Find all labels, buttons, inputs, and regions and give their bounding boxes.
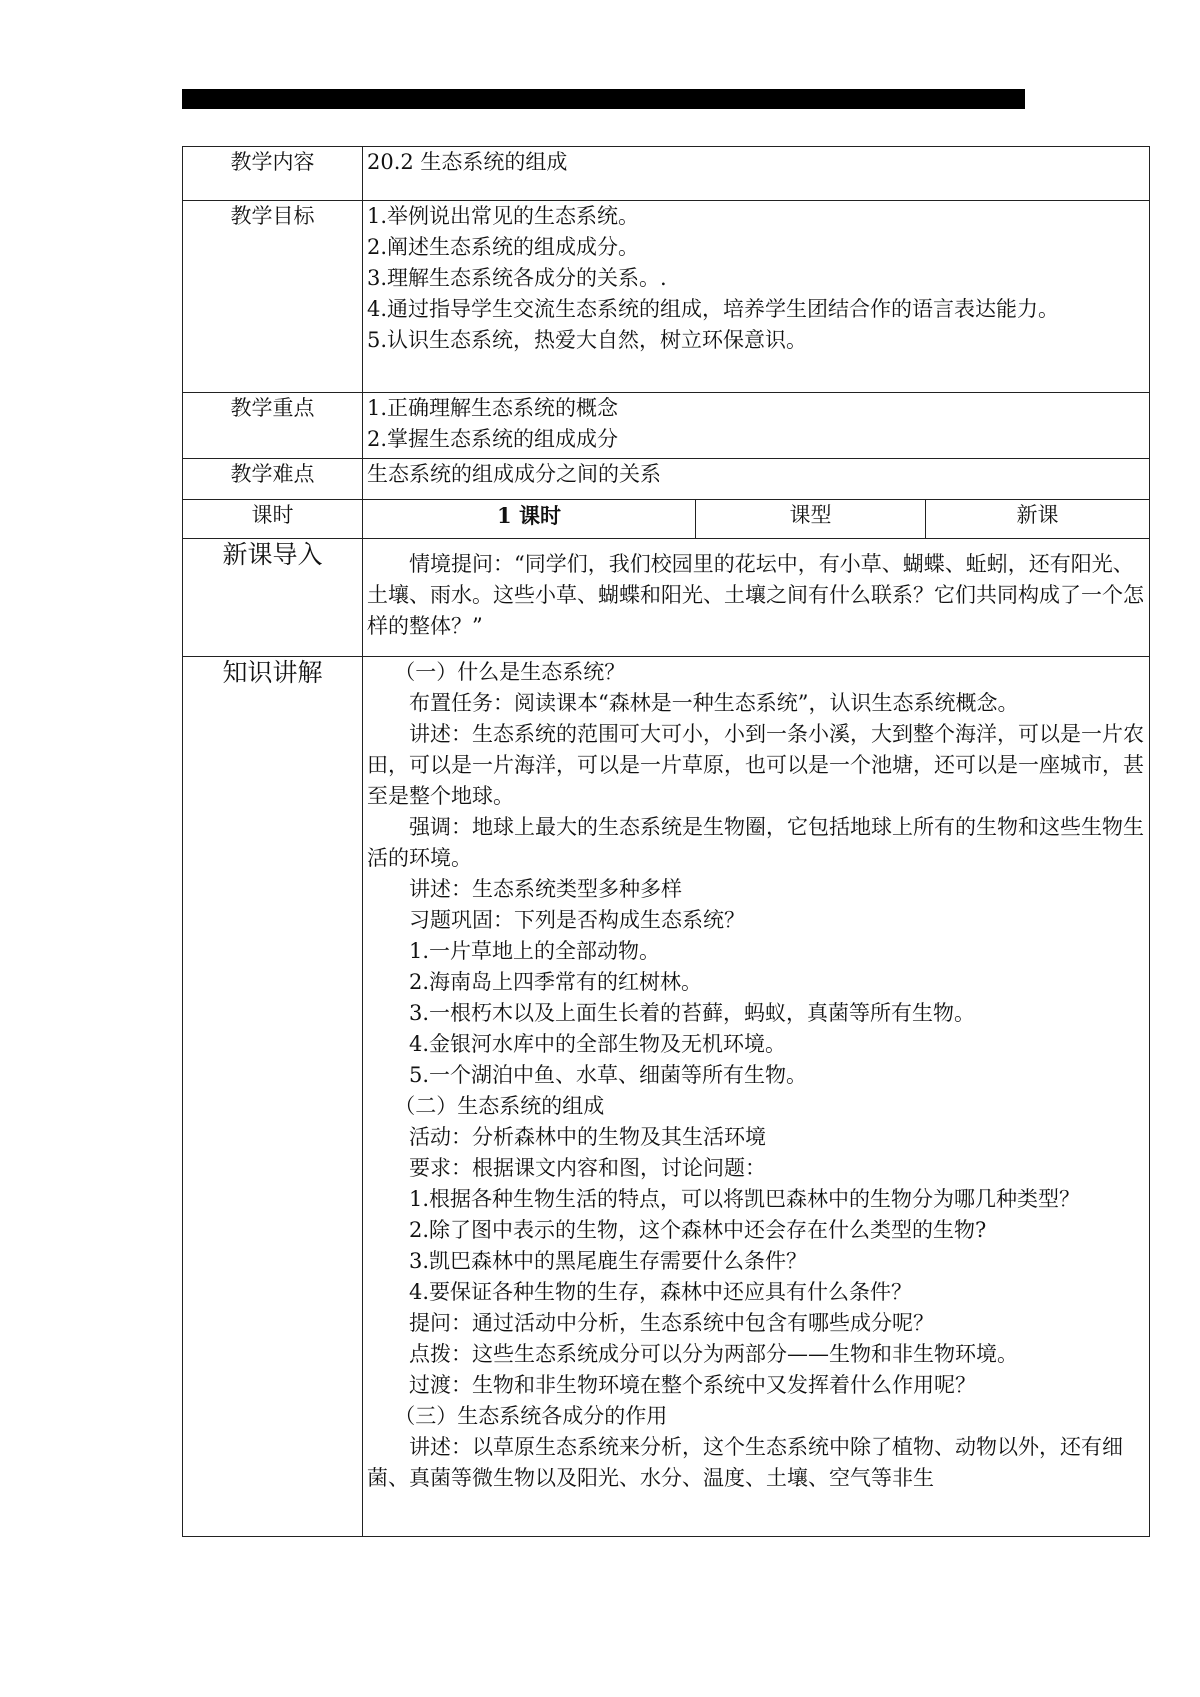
value-difficulty: 生态系统的组成成分之间的关系 [363,459,1150,500]
knowledge-paragraph: 1.一片草地上的全部动物。 [409,939,661,963]
value-knowledge [363,657,1150,1537]
goal-item: 5.认识生态系统，热爱大自然，树立环保意识。 [367,328,808,352]
knowledge-paragraph: 布置任务：阅读课本“森林是一种生态系统”，认识生态系统概念。 [409,691,1019,715]
value-lesson-type: 新课 [926,500,1150,539]
knowledge-paragraph: 点拨：这些生态系统成分可以分为两部分——生物和非生物环境。 [409,1342,1018,1366]
row-period [183,500,1150,539]
knowledge-paragraph: 5.一个湖泊中鱼、水草、细菌等所有生物。 [409,1063,808,1087]
label-goals: 教学目标 [183,201,363,393]
label-key-points: 教学重点 [183,393,363,459]
label-content: 教学内容 [183,147,363,201]
goal-item: 2.阐述生态系统的组成成分。 [367,235,640,259]
knowledge-paragraph: 4.金银河水库中的全部生物及无机环境。 [409,1032,787,1056]
value-period: 1 课时 [363,500,696,539]
key-point-item: 2.掌握生态系统的组成成分 [367,427,619,451]
intro-text: 情境提问：“同学们，我们校园里的花坛中，有小草、蝴蝶、蚯蚓，还有阳光、土壤、雨水。这些小草、蝴蝶和阳光、土壤之间有什么联系？它们共同构成了一个怎样的整体？” [367,552,1144,638]
key-point-item: 1.正确理解生态系统的概念 [367,396,619,420]
value-content: 20.2 生态系统的组成 [363,147,1150,201]
value-goals [363,201,1150,393]
goal-item: 3.理解生态系统各成分的关系。. [367,266,667,290]
label-knowledge: 知识讲解 [183,657,363,1537]
label-period: 课时 [183,500,363,539]
knowledge-paragraph: 要求：根据课文内容和图，讨论问题： [409,1156,766,1180]
header-bar [182,89,1025,109]
label-lesson-type: 课型 [696,500,926,539]
knowledge-paragraph: 3.一根朽木以及上面生长着的苔藓，蚂蚁，真菌等所有生物。 [409,1001,976,1025]
knowledge-paragraph: 过渡：生物和非生物环境在整个系统中又发挥着什么作用呢？ [409,1373,976,1397]
row-key-points [183,393,1150,459]
row-goals [183,201,1150,393]
knowledge-paragraph: 讲述：生态系统的范围可大可小，小到一条小溪，大到整个海洋，可以是一片农田，可以是一片海洋，可以是一片草原，也可以是一个池塘，还可以是一座城市，甚至是整个地球。 [367,722,1144,808]
knowledge-paragraph: 习题巩固：下列是否构成生态系统？ [409,908,745,932]
row-content [183,147,1150,201]
goal-item: 4.通过指导学生交流生态系统的组成，培养学生团结合作的语言表达能力。 [367,297,1060,321]
value-key-points [363,393,1150,459]
label-difficulty: 教学难点 [183,459,363,500]
knowledge-heading: （一）什么是生态系统？ [394,660,626,684]
knowledge-paragraph: 3.凯巴森林中的黑尾鹿生存需要什么条件？ [409,1249,808,1273]
row-knowledge [183,657,1150,1537]
knowledge-paragraph: 强调：地球上最大的生态系统是生物圈，它包括地球上所有的生物和这些生物生活的环境。 [367,815,1144,870]
knowledge-paragraph: 2.海南岛上四季常有的红树林。 [409,970,703,994]
knowledge-paragraph: 提问：通过活动中分析，生态系统中包含有哪些成分呢？ [409,1311,934,1335]
knowledge-paragraph: 活动：分析森林中的生物及其生活环境 [409,1125,766,1149]
label-intro: 新课导入 [183,539,363,657]
knowledge-paragraph: 2.除了图中表示的生物，这个森林中还会存在什么类型的生物? [409,1218,987,1242]
knowledge-paragraph: 讲述：以草原生态系统来分析，这个生态系统中除了植物、动物以外，还有细菌、真菌等微生物以及阳光、水分、温度、土壤、空气等非生 [367,1435,1123,1490]
knowledge-heading: （三）生态系统各成分的作用 [394,1404,668,1428]
knowledge-heading: （二）生态系统的组成 [394,1094,605,1118]
knowledge-paragraph: 讲述：生态系统类型多种多样 [409,877,682,901]
row-intro [183,539,1150,657]
value-intro [363,539,1150,657]
row-difficulty [183,459,1150,500]
goal-item: 1.举例说出常见的生态系统。 [367,204,640,228]
knowledge-paragraph: 1.根据各种生物生活的特点，可以将凯巴森林中的生物分为哪几种类型？ [409,1187,1081,1211]
knowledge-paragraph: 4.要保证各种生物的生存，森林中还应具有什么条件？ [409,1280,913,1304]
lesson-plan-table [182,146,1150,1537]
